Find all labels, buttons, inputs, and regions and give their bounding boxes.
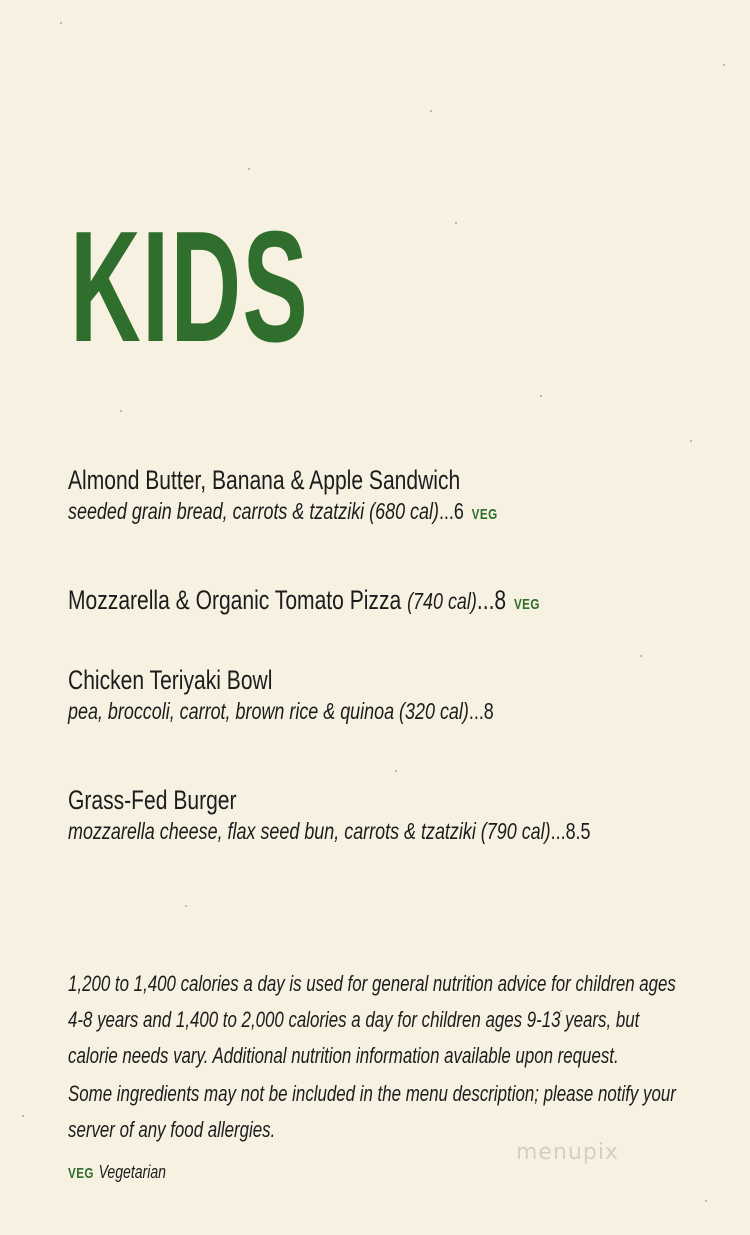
item-price: ...8 xyxy=(476,585,507,615)
item-description: mozzarella cheese, flax seed bun, carrots & tzatziki (790 cal) xyxy=(68,818,551,844)
veg-badge: VEG xyxy=(68,1165,94,1182)
veg-badge: VEG xyxy=(471,506,498,523)
item-name: Mozzarella & Organic Tomato Pizza xyxy=(68,585,402,615)
item-name-line xyxy=(68,584,540,621)
legend xyxy=(68,1162,166,1183)
item-description: pea, broccoli, carrot, brown rice & quinoa (320 cal) xyxy=(68,698,469,724)
item-price: ...6 xyxy=(438,498,464,524)
item-name: Almond Butter, Banana & Apple Sandwich xyxy=(68,465,461,495)
legend-label: Vegetarian xyxy=(98,1162,166,1182)
menu-item xyxy=(68,464,619,530)
item-calories: (740 cal) xyxy=(407,588,477,614)
item-description-line xyxy=(68,496,498,530)
item-name: Grass-Fed Burger xyxy=(68,785,237,815)
item-name: Chicken Teriyaki Bowl xyxy=(68,665,273,695)
allergy-note: Some ingredients may not be included in the menu description; please notify your server of any food allergies. xyxy=(68,1081,676,1142)
menu-item xyxy=(68,784,738,846)
item-description-line xyxy=(68,816,591,846)
menu-item xyxy=(68,584,673,621)
item-price: ...8 xyxy=(468,698,494,724)
watermark: menupix xyxy=(516,1140,619,1165)
nutrition-note: 1,200 to 1,400 calories a day is used for general nutrition advice for children ages 4-8 years and 1,400 to 2,000 calories a day for children ages 9-13 years, but calorie needs vary. Additional nutrition information available upon request. xyxy=(68,971,676,1068)
item-description-line xyxy=(68,696,494,726)
veg-badge: VEG xyxy=(513,596,540,613)
item-description: seeded grain bread, carrots & tzatziki (680 cal) xyxy=(68,498,439,524)
page-title: KIDS xyxy=(70,199,310,375)
menu-item xyxy=(68,664,614,726)
footnotes xyxy=(68,966,683,1148)
item-price: ...8.5 xyxy=(550,818,591,844)
